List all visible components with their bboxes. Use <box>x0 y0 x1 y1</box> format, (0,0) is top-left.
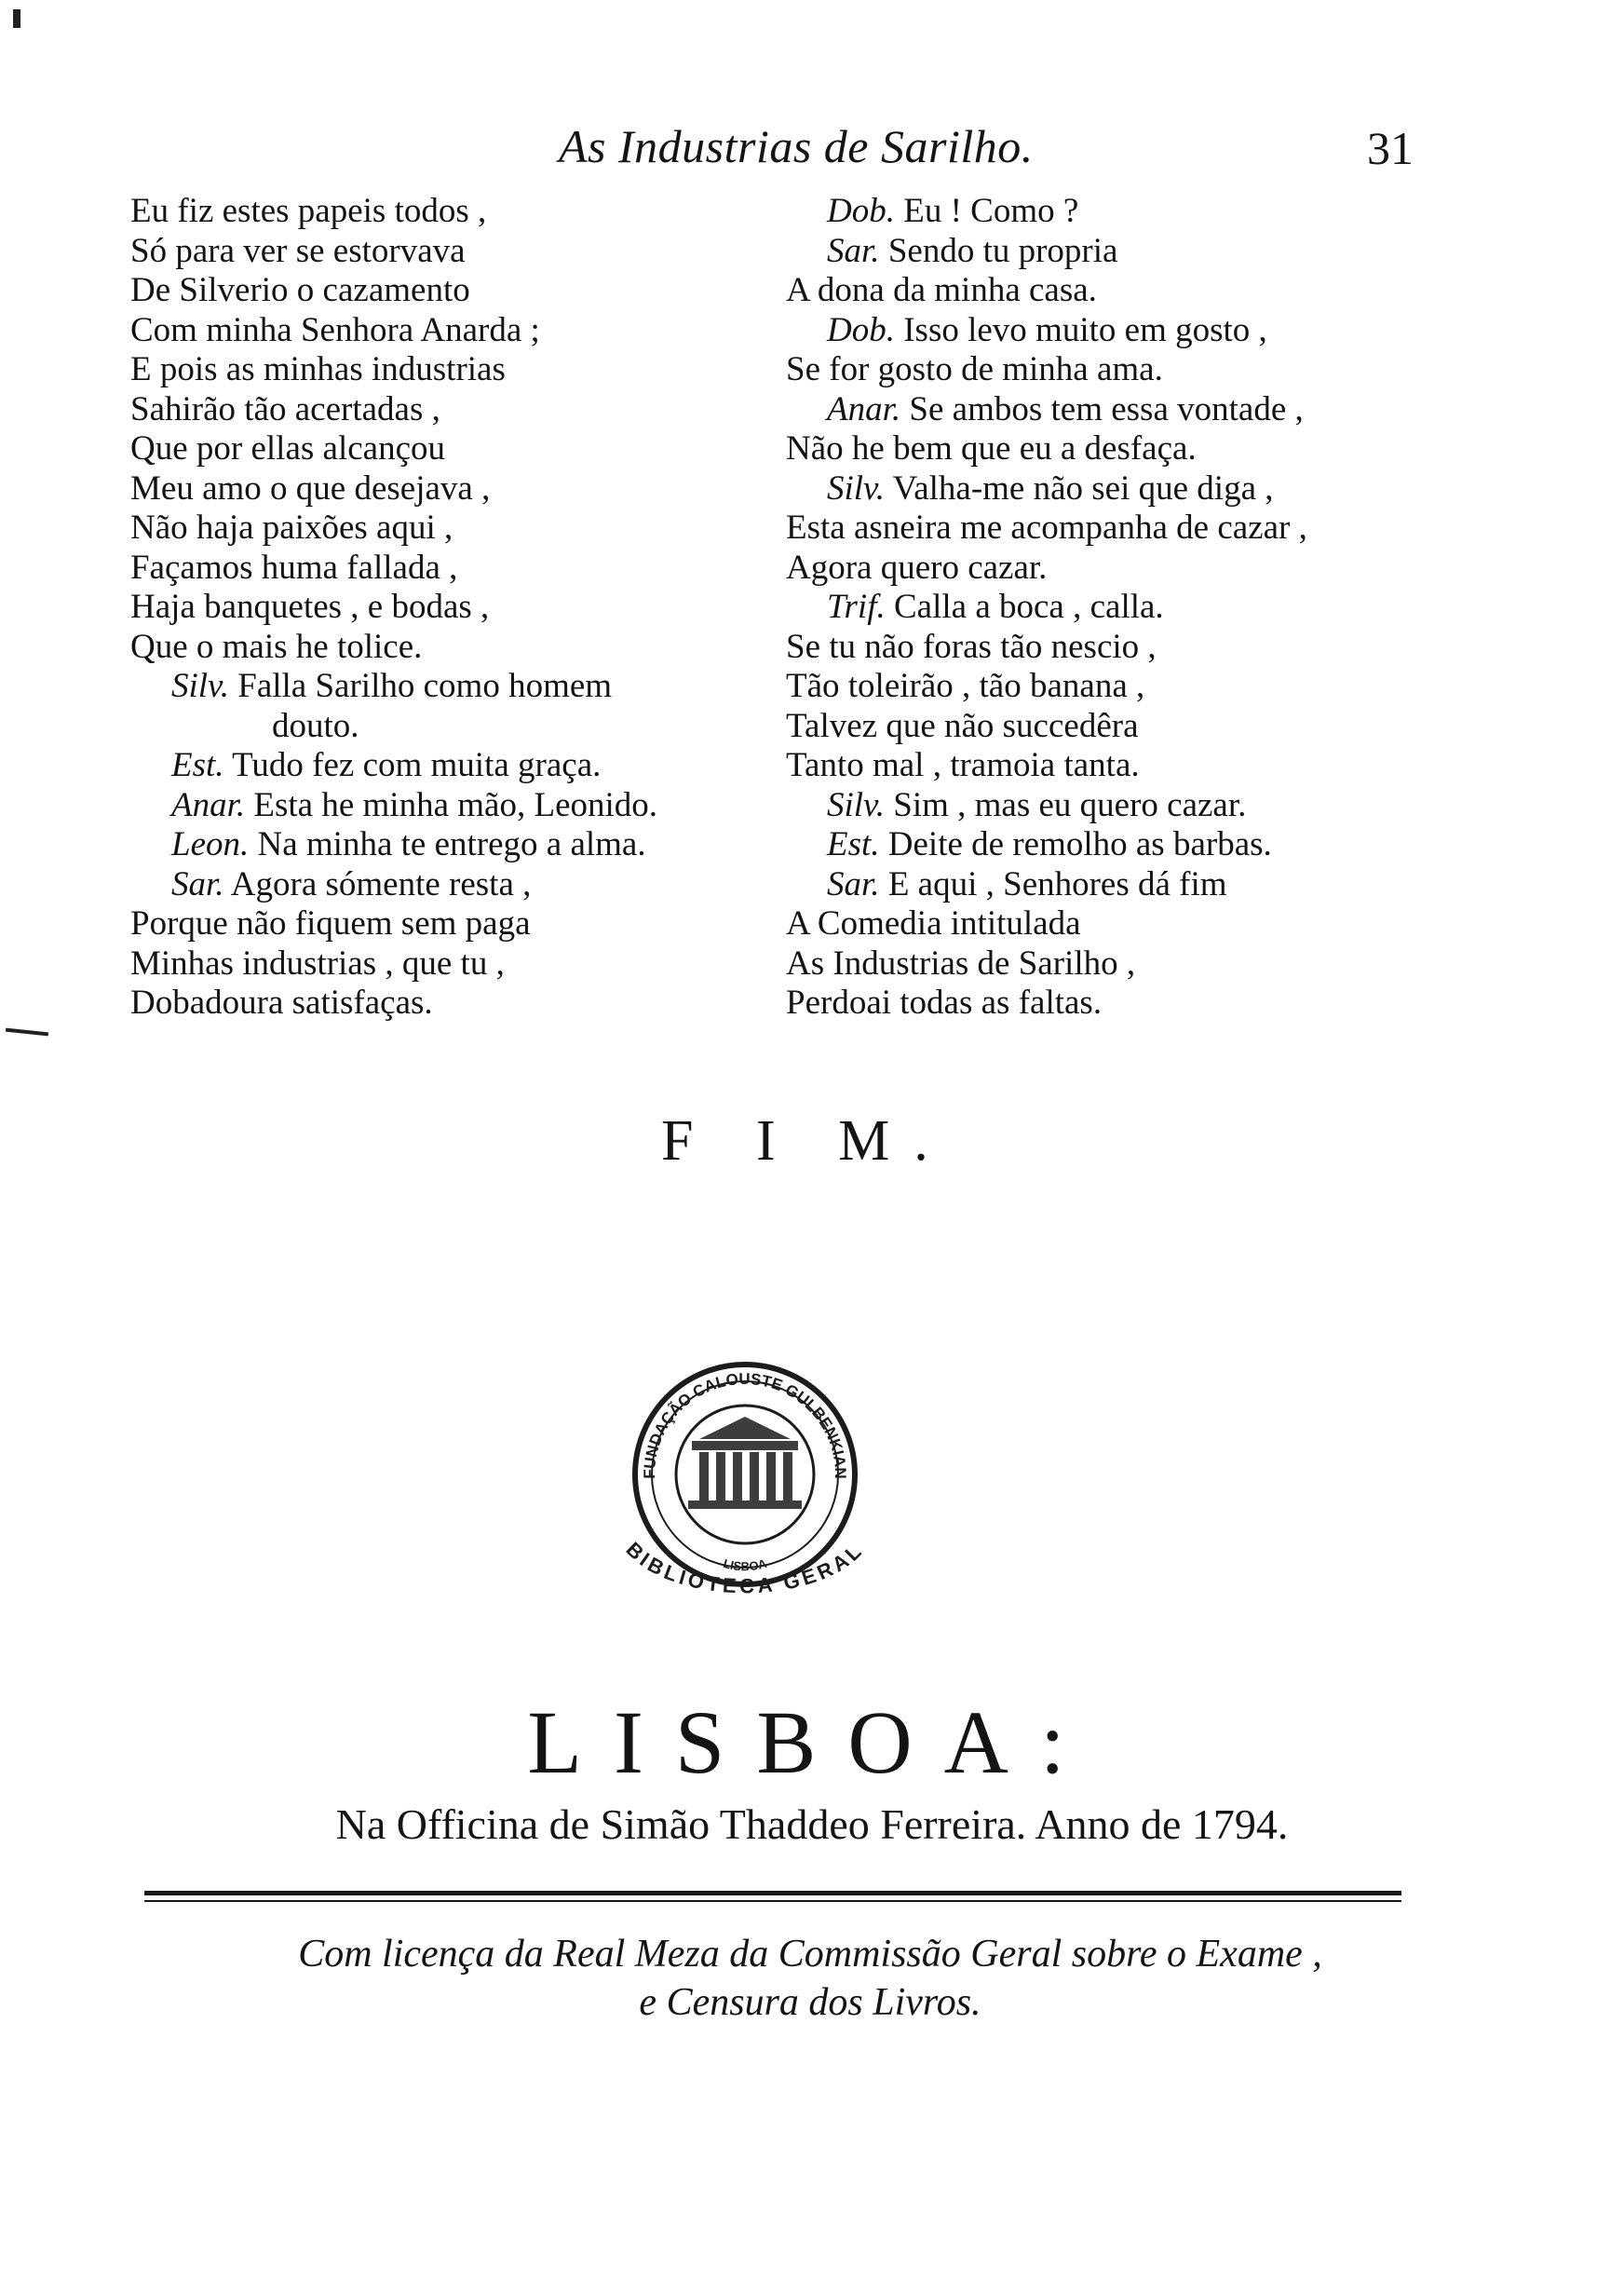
verse-text: Tão toleirão , tão banana , <box>786 667 1145 705</box>
verse-text: E aqui , Senhores dá fim <box>879 864 1227 903</box>
verse-text: Esta asneira me acompanha de cazar , <box>786 509 1307 547</box>
verse-text: Valha-me não sei que diga , <box>885 469 1274 508</box>
verse-text: Tanto mal , tramoia tanta. <box>786 746 1140 784</box>
verse-line <box>786 311 1419 351</box>
verse-text: Meu amo o que desejava , <box>130 469 491 508</box>
verse-text: Se for gosto de minha ama. <box>786 350 1163 388</box>
running-title: As Industrias de Sarilho. <box>559 120 1034 172</box>
verse-text: Esta he minha mão, Leonido. <box>245 785 658 824</box>
verse-text: Que por ellas alcançou <box>130 429 445 468</box>
speaker-name: Dob. <box>827 192 895 230</box>
verse-line <box>130 429 754 469</box>
license-line-1: Com licença da Real Meza da Commissão Geral sobre o Exame , <box>298 1933 1322 1976</box>
verse-line <box>786 904 1419 944</box>
speaker-name: Sar. <box>827 231 880 270</box>
verse-text: Minhas industrias , que tu , <box>130 944 505 983</box>
verse-line <box>130 311 754 351</box>
verse-line <box>130 232 754 272</box>
verse-text: Sahirão tão acertadas , <box>130 389 440 428</box>
svg-text:LISBOA <box>722 1556 769 1574</box>
verse-line <box>130 588 754 628</box>
verse-line <box>786 865 1419 905</box>
verse-line <box>786 469 1419 509</box>
verse-line <box>130 469 754 509</box>
license-line-2: e Censura dos Livros. <box>639 1981 981 2024</box>
speaker-name: Sar. <box>171 864 224 903</box>
verse-text: Calla a boca , calla. <box>885 588 1164 626</box>
verse-line <box>130 192 754 232</box>
verse-line <box>786 192 1419 232</box>
verse-line <box>130 549 754 589</box>
verse-line <box>130 746 754 786</box>
fim-heading: F I M. <box>661 1109 953 1173</box>
verse-text: Que o mais he tolice. <box>130 627 423 666</box>
verse-line <box>786 271 1419 311</box>
verse-text: Não he bem que eu a desfaça. <box>786 429 1197 468</box>
verse-text: Eu fiz estes papeis todos , <box>130 192 487 230</box>
verse-text: Eu ! Como ? <box>894 192 1079 230</box>
speaker-name: Dob. <box>827 310 895 349</box>
speaker-name: Est. <box>171 746 224 784</box>
verse-line <box>786 707 1419 747</box>
verse-text: Com minha Senhora Anarda ; <box>130 310 540 349</box>
verse-line <box>130 944 754 985</box>
imprint-city: LISBOA: <box>527 1692 1097 1792</box>
verse-text: Façamos huma fallada , <box>130 548 458 587</box>
verse-line <box>786 390 1419 430</box>
imprint-printer-line: Na Officina de Simão Thaddeo Ferreira. Anno de 1794. <box>335 1800 1289 1848</box>
divider-rule-thin <box>144 1900 1401 1902</box>
speaker-name: Trif. <box>827 588 886 626</box>
seal-outer-text: FUNDAÇÃO CALOUSTE GULBENKIAN <box>640 1369 850 1479</box>
license-notice <box>112 1930 1509 2027</box>
verse-text: As Industrias de Sarilho , <box>786 944 1136 983</box>
speaker-name: Est. <box>827 825 880 863</box>
verse-line <box>130 786 754 826</box>
verse-text: Perdoai todas as faltas. <box>786 984 1103 1022</box>
verse-line <box>786 350 1419 390</box>
verse-text: De Silverio o cazamento <box>130 271 470 309</box>
verse-line <box>786 509 1419 549</box>
seal-ribbon-text: BIBLIOTECA GERAL <box>621 1537 869 1598</box>
verse-text: Dobadoura satisfaças. <box>130 984 433 1022</box>
verse-line <box>786 628 1419 668</box>
verse-text: douto. <box>272 706 359 745</box>
verse-line <box>786 232 1419 272</box>
scan-mark <box>13 9 20 28</box>
verse-text: A dona da minha casa. <box>786 271 1097 309</box>
verse-text: Sim , mas eu quero cazar. <box>885 785 1247 824</box>
speaker-name: Anar. <box>171 785 246 824</box>
verse-text: A Comedia intitulada <box>786 904 1081 943</box>
verse-line <box>130 628 754 668</box>
verse-text: Agora quero cazar. <box>786 548 1048 587</box>
speaker-name: Silv. <box>827 785 885 824</box>
verse-text: Falla Sarilho como homem <box>229 667 613 705</box>
verse-text: Na minha te entrego a alma. <box>249 825 646 863</box>
verse-line <box>786 667 1419 707</box>
verse-text: Porque não fiquem sem paga <box>130 904 531 943</box>
left-text-column <box>130 192 754 1024</box>
verse-line <box>786 944 1419 985</box>
speaker-name: Leon. <box>171 825 250 863</box>
verse-text: Talvez que não succedêra <box>786 706 1139 745</box>
verse-line <box>130 825 754 865</box>
verse-line <box>130 350 754 390</box>
verse-line <box>786 786 1419 826</box>
verse-text: Isso levo muito em gosto , <box>894 310 1267 349</box>
verse-line <box>786 825 1419 865</box>
verse-line <box>130 707 754 747</box>
verse-text: Se ambos tem essa vontade , <box>900 389 1304 428</box>
verse-line <box>130 509 754 549</box>
divider-rule-thick <box>144 1891 1401 1895</box>
speaker-name: Silv. <box>171 667 229 705</box>
speaker-name: Anar. <box>827 389 901 428</box>
speaker-name: Silv. <box>827 469 885 508</box>
verse-line <box>786 429 1419 469</box>
verse-text: Deite de remolho as barbas. <box>879 825 1272 863</box>
verse-line <box>130 865 754 905</box>
verse-text: Haja banquetes , e bodas , <box>130 588 490 626</box>
verse-text: Sendo tu propria <box>879 231 1118 270</box>
verse-text: Se tu não foras tão nescio , <box>786 627 1157 666</box>
speaker-name: Sar. <box>827 864 880 903</box>
verse-line <box>786 984 1419 1024</box>
verse-line <box>130 984 754 1024</box>
verse-text: Tudo fez com muita graça. <box>223 746 602 784</box>
page-number: 31 <box>1367 122 1414 174</box>
verse-line <box>130 904 754 944</box>
library-stamp-seal <box>610 1355 880 1625</box>
seal-bottom-text: LISBOA <box>722 1555 768 1574</box>
verse-line <box>786 746 1419 786</box>
verse-text: Só para ver se estorvava <box>130 231 466 270</box>
verse-line <box>130 667 754 707</box>
right-text-column <box>786 192 1419 1024</box>
verse-line <box>786 549 1419 589</box>
verse-text: Não haja paixões aqui , <box>130 509 453 547</box>
verse-text: E pois as minhas industrias <box>130 350 506 388</box>
verse-line <box>130 271 754 311</box>
verse-line <box>130 390 754 430</box>
scan-mark <box>6 1028 48 1037</box>
verse-text: Agora sómente resta , <box>223 864 532 903</box>
verse-line <box>786 588 1419 628</box>
